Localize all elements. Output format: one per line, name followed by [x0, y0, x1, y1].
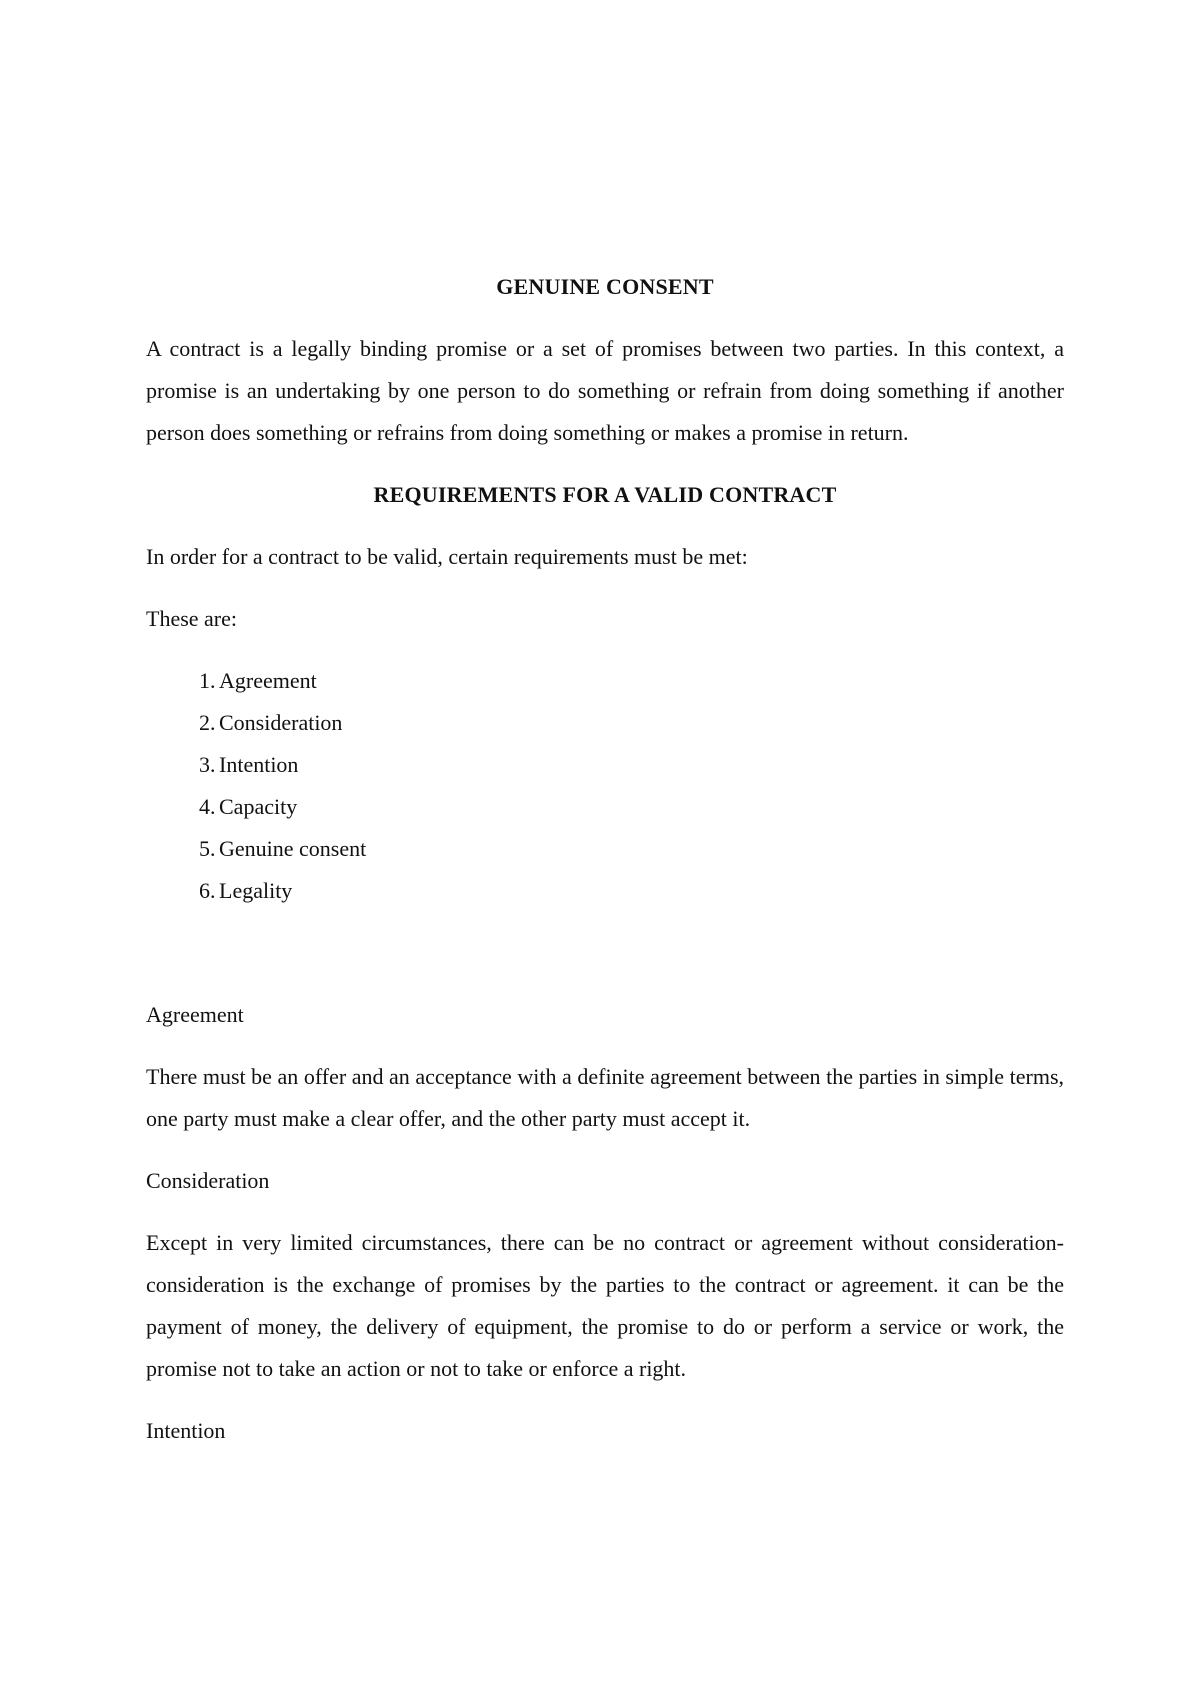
list-item [146, 828, 1064, 870]
requirements-intro: In order for a contract to be valid, certain requirements must be met: [146, 544, 748, 569]
these-are-label: These are: [146, 606, 237, 631]
list-item [146, 744, 1064, 786]
list-item-number: 3. [199, 752, 216, 777]
list-item-label: Genuine consent [219, 836, 367, 861]
intro-paragraph: A contract is a legally binding promise or a set of promises between two parties. In this context, a promise is an undertaking by one person to do something or refrain from doing something if another person does something or refrains from doing something or makes a promise in return. [146, 336, 1064, 445]
consideration-paragraph: Except in very limited circumstances, there can be no contract or agreement without consideration-consideration is the exchange of promises by the parties to the contract or agreement. it can be the payment of money, the delivery of equipment, the promise to do or perform a service or work, the promise not to take an action or not to take or enforce a right. [146, 1230, 1064, 1381]
list-item-number: 4. [199, 794, 216, 819]
requirements-list [146, 660, 1064, 912]
list-item [146, 786, 1064, 828]
list-item-number: 5. [199, 836, 216, 861]
list-item [146, 870, 1064, 912]
list-item-number: 2. [199, 710, 216, 735]
list-item-label: Legality [219, 878, 293, 903]
agreement-paragraph: There must be an offer and an acceptance with a definite agreement between the parties in simple terms, one party must make a clear offer, and the other party must accept it. [146, 1064, 1064, 1131]
list-item-label: Capacity [219, 794, 298, 819]
list-item-number: 6. [199, 878, 216, 903]
consideration-heading: Consideration [146, 1168, 270, 1193]
list-item-label: Agreement [219, 668, 317, 693]
document-body [146, 266, 1064, 1472]
blank-space [146, 932, 1064, 994]
list-item [146, 660, 1064, 702]
list-item-label: Consideration [219, 710, 343, 735]
agreement-heading: Agreement [146, 1002, 244, 1027]
intention-heading: Intention [146, 1418, 226, 1443]
list-item-number: 1. [199, 668, 216, 693]
page-title: GENUINE CONSENT [496, 274, 714, 299]
list-item [146, 702, 1064, 744]
list-item-label: Intention [219, 752, 299, 777]
section-heading-requirements: REQUIREMENTS FOR A VALID CONTRACT [373, 482, 837, 507]
